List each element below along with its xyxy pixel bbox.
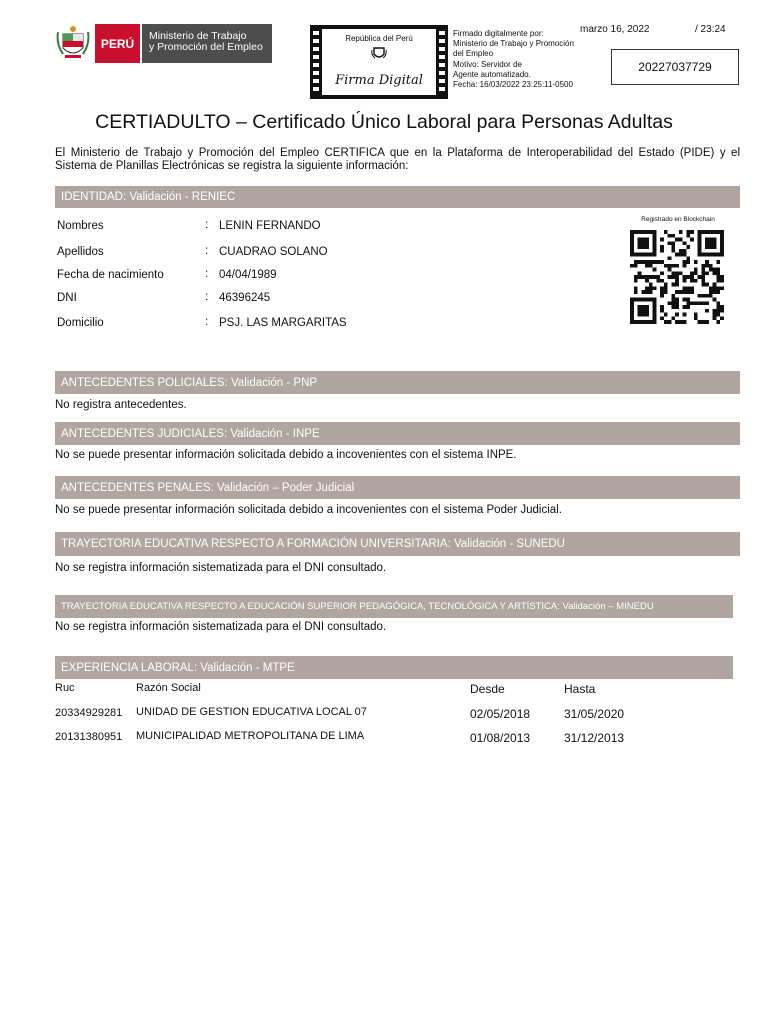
label-fecha-nacimiento: Fecha de nacimiento — [57, 269, 164, 281]
value-fecha-nacimiento: 04/04/1989 — [219, 269, 277, 281]
cell-ruc: 20334929281 — [55, 707, 123, 719]
signed-line: Motivo: Servidor de — [453, 59, 522, 69]
shield-icon — [371, 45, 387, 61]
cell-desde: 02/05/2018 — [470, 707, 531, 721]
label-domicilio: Domicilio — [57, 317, 104, 329]
judicial-section-text: No se puede presentar información solicitada debido a incovenientes con el sistema INPE. — [55, 449, 517, 461]
cell-hasta: 31/05/2020 — [564, 707, 625, 721]
signed-line: Agente automatizado. — [453, 69, 531, 79]
colon: : — [205, 245, 209, 257]
experience-section-header: EXPERIENCIA LABORAL: Validación - MTPE — [55, 656, 733, 679]
peru-label: PERÚ — [95, 24, 140, 63]
higher-education-section-header: TRAYECTORIA EDUCATIVA RESPECTO A EDUCACIÓN SUPERIOR PEDAGÓGICA, TECNOLÓGICA Y ARTÍSTICA: Validación – MINEDU — [55, 595, 733, 618]
signature-details — [453, 29, 603, 90]
label-dni: DNI — [57, 292, 77, 304]
police-section-text: No registra antecedentes. — [55, 399, 187, 411]
label-nombres: Nombres — [57, 220, 104, 232]
ministry-line-2: y Promoción del Empleo — [149, 41, 263, 53]
signed-line: Ministerio de Trabajo y Promoción — [453, 39, 574, 49]
signed-line: Firmado digitalmente por: — [453, 29, 544, 38]
value-nombres: LENIN FERNANDO — [219, 220, 321, 232]
cell-razon-social: UNIDAD DE GESTION EDUCATIVA LOCAL 07 — [136, 706, 367, 718]
intro-paragraph: El Ministerio de Trabajo y Promoción del Empleo CERTIFICA que en la Plataforma de Interoperabilidad del Estado (PIDE) y el Sistema de Planillas Electrónicas se registra la siguiente información: — [55, 147, 740, 172]
certificate-code: 20227037729 — [611, 49, 739, 85]
colon: : — [205, 219, 209, 231]
police-section-header: ANTECEDENTES POLICIALES: Validación - PNP — [55, 371, 740, 394]
colon: : — [205, 268, 209, 280]
signed-line: del Empleo — [453, 49, 494, 59]
judicial-section-header: ANTECEDENTES JUDICIALES: Validación - INPE — [55, 422, 740, 445]
firma-republica: República del Perú — [345, 34, 413, 43]
column-header-desde: Desde — [470, 682, 505, 696]
colon: : — [205, 316, 209, 328]
qr-code-icon — [628, 230, 726, 324]
column-header-razon-social: Razón Social — [136, 682, 201, 694]
column-header-ruc: Ruc — [55, 682, 75, 694]
value-apellidos: CUADRAO SOLANO — [219, 246, 328, 258]
cell-ruc: 20131380951 — [55, 731, 123, 743]
cell-razon-social: MUNICIPALIDAD METROPOLITANA DE LIMA — [136, 730, 365, 742]
cell-hasta: 31/12/2013 — [564, 731, 625, 745]
issue-date: marzo 16, 2022 — [580, 24, 650, 35]
firma-title: Firma Digital — [335, 73, 423, 88]
ministry-line-1: Ministerio de Trabajo — [149, 30, 247, 42]
qr-caption: Registrado en Blockchain — [641, 216, 715, 223]
university-section-text: No se registra información sistematizada para el DNI consultado. — [55, 562, 387, 574]
value-domicilio: PSJ. LAS MARGARITAS — [219, 317, 347, 329]
label-apellidos: Apellidos — [57, 246, 104, 258]
document-title: CERTIADULTO – Certificado Único Laboral para Personas Adultas — [95, 111, 673, 133]
signed-line: Fecha: 16/03/2022 23:25:11-0500 — [453, 80, 573, 90]
ministry-logo — [55, 24, 272, 63]
coat-of-arms-icon — [55, 24, 91, 63]
university-section-header: TRAYECTORIA EDUCATIVA RESPECTO A FORMACIÓN UNIVERSITARIA: Validación - SUNEDU — [55, 532, 740, 556]
column-header-hasta: Hasta — [564, 682, 596, 696]
penal-section-header: ANTECEDENTES PENALES: Validación – Poder Judicial — [55, 476, 740, 499]
higher-education-section-text: No se registra información sistematizada para el DNI consultado. — [55, 621, 387, 633]
value-dni: 46396245 — [219, 292, 271, 304]
digital-signature-stamp — [310, 25, 448, 99]
issue-time: / 23:24 — [695, 24, 726, 35]
colon: : — [205, 291, 209, 303]
ministry-name — [142, 24, 272, 63]
penal-section-text: No se puede presentar información solicitada debido a incovenientes con el sistema Poder Judicial. — [55, 504, 562, 516]
identity-section-header: IDENTIDAD: Validación - RENIEC — [55, 186, 740, 208]
cell-desde: 01/08/2013 — [470, 731, 531, 745]
